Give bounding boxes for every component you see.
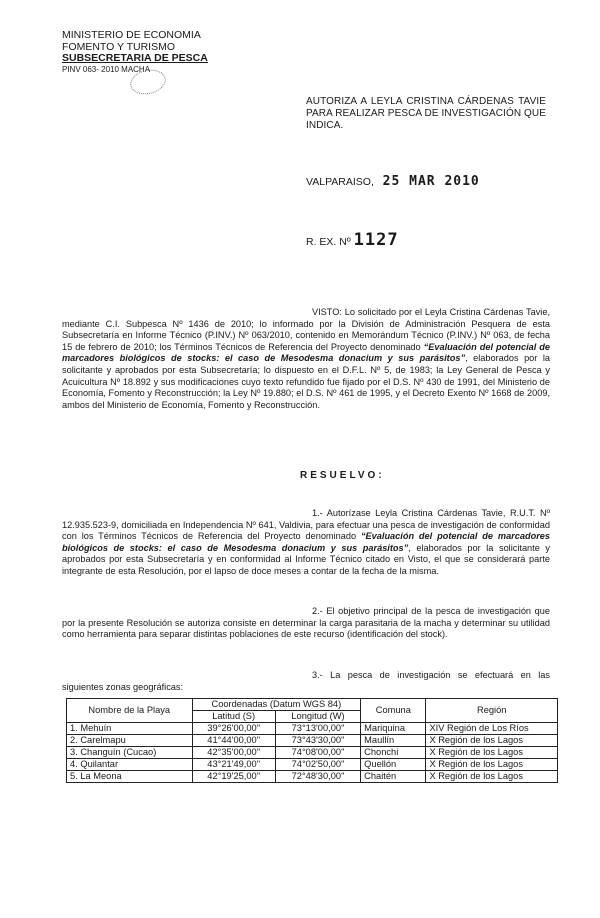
date-line <box>306 174 480 189</box>
cell-beach-name: 4. Quilantar <box>67 759 193 771</box>
point-2-text: 2.- El objetivo principal de la pesca de investigación que por la presente Resolución se autoriza consiste en determinar la carga parasitaria de la macha y determinar su utilidad como herramienta para separar distintas poblaciones de este recurso (identificación del stock). <box>62 606 550 640</box>
cell-region: X Región de los Lagos <box>426 771 558 783</box>
cell-region: X Región de los Lagos <box>426 747 558 759</box>
cell-region: XIV Región de Los Ríos <box>426 723 558 735</box>
table-row <box>67 723 558 735</box>
undersecretariat-name: SUBSECRETARIA DE PESCA <box>62 52 208 64</box>
visto-project-name: “Evaluación del potencial de marcadores biológicos de stocks: el caso de Mesodesma donacium y sus parásitos” <box>62 341 550 364</box>
cell-longitude: 72°48'30,00" <box>275 771 360 783</box>
table-row <box>67 747 558 759</box>
cell-beach-name: 2. Carelmapu <box>67 735 193 747</box>
cell-comuna: Mariquina <box>361 723 426 735</box>
cell-longitude: 73°43'30,00" <box>275 735 360 747</box>
cell-beach-name: 5. La Meona <box>67 771 193 783</box>
visto-text-1: VISTO: Lo solicitado por el Leyla Cristina Cárdenas Tavie, mediante C.I. Subpesca Nº 1436 de 2010; lo informado por la División de Administración Pesquera de esta Subsecretaría en Informe Técnico (P.INV.) Nº 063/2010, contenido en Memorándum Técnico (P.INV.) Nº 063, de fecha 15 de febrero de 2010; los Términos Técnicos de Referencia del Proyecto denominado <box>62 307 550 352</box>
point-1-project-name: “Evaluación del potencial de marcadores biológicos de stocks: el caso de Mesodesma donacium y sus parásitos” <box>62 531 550 553</box>
cell-region: X Región de los Lagos <box>426 759 558 771</box>
col-header-longitude: Longitud (W) <box>275 711 360 723</box>
ministry-subtitle: FOMENTO Y TURISMO <box>62 40 175 53</box>
visto-text-2: , elaborados por la solicitante y aprobados por esta Subsecretaría; lo dispuesto en el D.F.L. Nº 5, de 1983; la Ley General de Pesca y Acuicultura Nº 18.892 y sus modificaciones cuyo texto refundido fue fijado por el D.S. Nº 430 de 1991, del Ministerio de Economía, Fomento y Reconstrucción; la Ley Nº 19.880; el D.S. Nº 461 de 1995, y el Decreto Exento Nº 1668 de 2009, ambos del Ministerio de Economía, Fomento y Reconstrucción. <box>62 353 550 410</box>
cell-region: X Región de los Lagos <box>426 735 558 747</box>
cell-latitude: 42°19'25,00" <box>192 771 275 783</box>
cell-beach-name: 1. Mehuín <box>67 723 193 735</box>
resolution-point-1 <box>62 508 550 578</box>
resolution-point-3 <box>62 670 550 693</box>
cell-latitude: 43°21'49,00" <box>192 759 275 771</box>
point-1-text-a: 1.- Autorízase Leyla Cristina Cárdenas Tavie, R.U.T. Nº 12.935.523-9, domiciliada en Independencia Nº 641, Valdivia, para efectuar una pesca de investigación de conformidad con los Términos Técnicos de Referencia del Proyecto denominado <box>62 508 550 542</box>
resolution-number-line <box>306 230 399 250</box>
cell-latitude: 42°35'00,00" <box>192 747 275 759</box>
file-reference: PINV 063- 2010 MACHA <box>62 64 151 74</box>
table-body <box>67 723 558 783</box>
table-row <box>67 735 558 747</box>
cell-longitude: 74°02'50,00" <box>275 759 360 771</box>
cell-comuna: Chonchi <box>361 747 426 759</box>
resuelvo-heading: RESUELVO: <box>300 470 385 481</box>
col-header-latitude: Latitud (S) <box>192 711 275 723</box>
letterhead <box>62 30 208 75</box>
point-3-text: 3.- La pesca de investigación se efectuará en las siguientes zonas geográficas: <box>62 670 550 692</box>
cell-comuna: Maullín <box>361 735 426 747</box>
cell-longitude: 73°13'00,00" <box>275 723 360 735</box>
cell-latitude: 39°26'00,00" <box>192 723 275 735</box>
resolution-label: R. EX. Nº <box>306 236 351 248</box>
col-header-playa: Nombre de la Playa <box>67 699 193 723</box>
table-row <box>67 759 558 771</box>
col-header-comuna: Comuna <box>361 699 426 723</box>
col-header-region: Región <box>426 699 558 723</box>
cell-comuna: Quellón <box>361 759 426 771</box>
point-1-text-b: , elaborados por la solicitante y aprobados por esta Subsecretaría y en conformidad al Informe Técnico citado en Visto, el que se considerará parte integrante de esta Resolución, por el lapso de doce meses a contar de la fecha de la misma. <box>62 542 550 576</box>
date-city: VALPARAISO, <box>306 176 374 188</box>
ministry-name: MINISTERIO DE ECONOMIA <box>62 29 201 41</box>
resolution-point-2 <box>62 606 550 641</box>
visto-paragraph <box>62 307 550 411</box>
table-row <box>67 771 558 783</box>
cell-longitude: 74°08'00,00" <box>275 747 360 759</box>
document-title: AUTORIZA A LEYLA CRISTINA CÁRDENAS TAVIE PARA REALIZAR PESCA DE INVESTIGACIÓN QUE INDICA. <box>306 96 546 131</box>
geographic-zones-table <box>66 698 558 783</box>
date-stamp: 25 MAR 2010 <box>382 174 480 189</box>
col-header-coordinates: Coordenadas (Datum WGS 84) <box>192 699 361 711</box>
cell-comuna: Chaitén <box>361 771 426 783</box>
cell-beach-name: 3. Changuín (Cucao) <box>67 747 193 759</box>
cell-latitude: 41°44'00,00" <box>192 735 275 747</box>
resolution-number: 1127 <box>353 230 399 250</box>
